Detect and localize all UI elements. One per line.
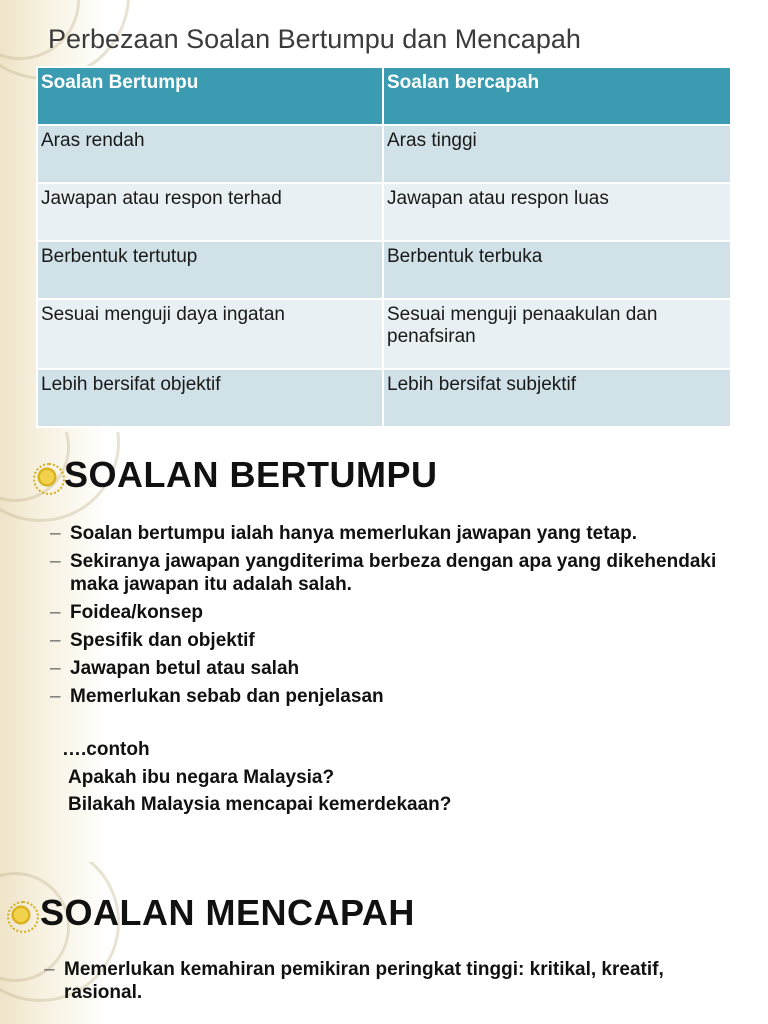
- table-cell: Lebih bersifat objektif: [37, 369, 383, 427]
- list-item-text: Sekiranya jawapan yangditerima berbeza dengan apa yang dikehendaki maka jawapan itu adalah salah.: [70, 551, 717, 595]
- dash-bullet-icon: –: [50, 630, 61, 651]
- dash-bullet-icon: –: [50, 551, 61, 572]
- list-item-text: Soalan bertumpu ialah hanya memerlukan jawapan yang tetap.: [70, 523, 637, 544]
- table-cell: Sesuai menguji penaakulan dan penafsiran: [383, 299, 731, 369]
- list-item: [46, 685, 726, 708]
- slide-soalan-mencapah: [0, 862, 768, 1024]
- table-cell: Berbentuk tertutup: [37, 241, 383, 299]
- example-question: Apakah ibu negara Malaysia?: [68, 767, 335, 788]
- table-cell: Aras tinggi: [383, 125, 731, 183]
- sun-bullet-icon: [10, 904, 32, 926]
- list-item: [46, 657, 726, 680]
- dash-bullet-icon: –: [50, 523, 61, 544]
- dash-bullet-icon: –: [50, 686, 61, 707]
- list-item: [46, 522, 726, 545]
- example-question: Bilakah Malaysia mencapai kemerdekaan?: [68, 794, 452, 815]
- table-cell: Berbentuk terbuka: [383, 241, 731, 299]
- list-item-text: Foidea/konsep: [70, 602, 204, 623]
- dash-bullet-icon: –: [44, 959, 55, 980]
- section-title: SOALAN BERTUMPU: [64, 454, 438, 495]
- example-label: ….contoh: [62, 739, 150, 760]
- section-title: SOALAN MENCAPAH: [40, 892, 415, 933]
- table-cell: Sesuai menguji daya ingatan: [37, 299, 383, 369]
- list-item-text: Jawapan betul atau salah: [70, 658, 300, 679]
- table-row: [37, 369, 731, 427]
- table-header-cell: Soalan Bertumpu: [37, 67, 383, 125]
- list-item-text: Memerlukan kemahiran pemikiran peringkat tinggi: kritikal, kreatif, rasional.: [64, 959, 664, 1003]
- table-header-cell: Soalan bercapah: [383, 67, 731, 125]
- slide-comparison: [0, 0, 768, 432]
- table-cell: Jawapan atau respon terhad: [37, 183, 383, 241]
- list-item: [46, 550, 726, 596]
- bullet-list: [40, 958, 730, 1009]
- dash-bullet-icon: –: [50, 658, 61, 679]
- table-cell: Jawapan atau respon luas: [383, 183, 731, 241]
- bullet-list: [46, 522, 726, 713]
- list-item: [40, 958, 730, 1004]
- dash-bullet-icon: –: [50, 602, 61, 623]
- sun-bullet-icon: [36, 466, 58, 488]
- list-item: [46, 601, 726, 624]
- list-item: [46, 629, 726, 652]
- table-row: [37, 183, 731, 241]
- comparison-table: [36, 66, 732, 428]
- list-item-text: Memerlukan sebab dan penjelasan: [70, 686, 384, 707]
- table-cell: Aras rendah: [37, 125, 383, 183]
- table-row: [37, 299, 731, 369]
- table-row: [37, 241, 731, 299]
- table-row: [37, 125, 731, 183]
- list-item-text: Spesifik dan objektif: [70, 630, 255, 651]
- table-cell: Lebih bersifat subjektif: [383, 369, 731, 427]
- slide-title: Perbezaan Soalan Bertumpu dan Mencapah: [48, 24, 581, 54]
- table-header-row: [37, 67, 731, 125]
- slide-soalan-bertumpu: [0, 432, 768, 862]
